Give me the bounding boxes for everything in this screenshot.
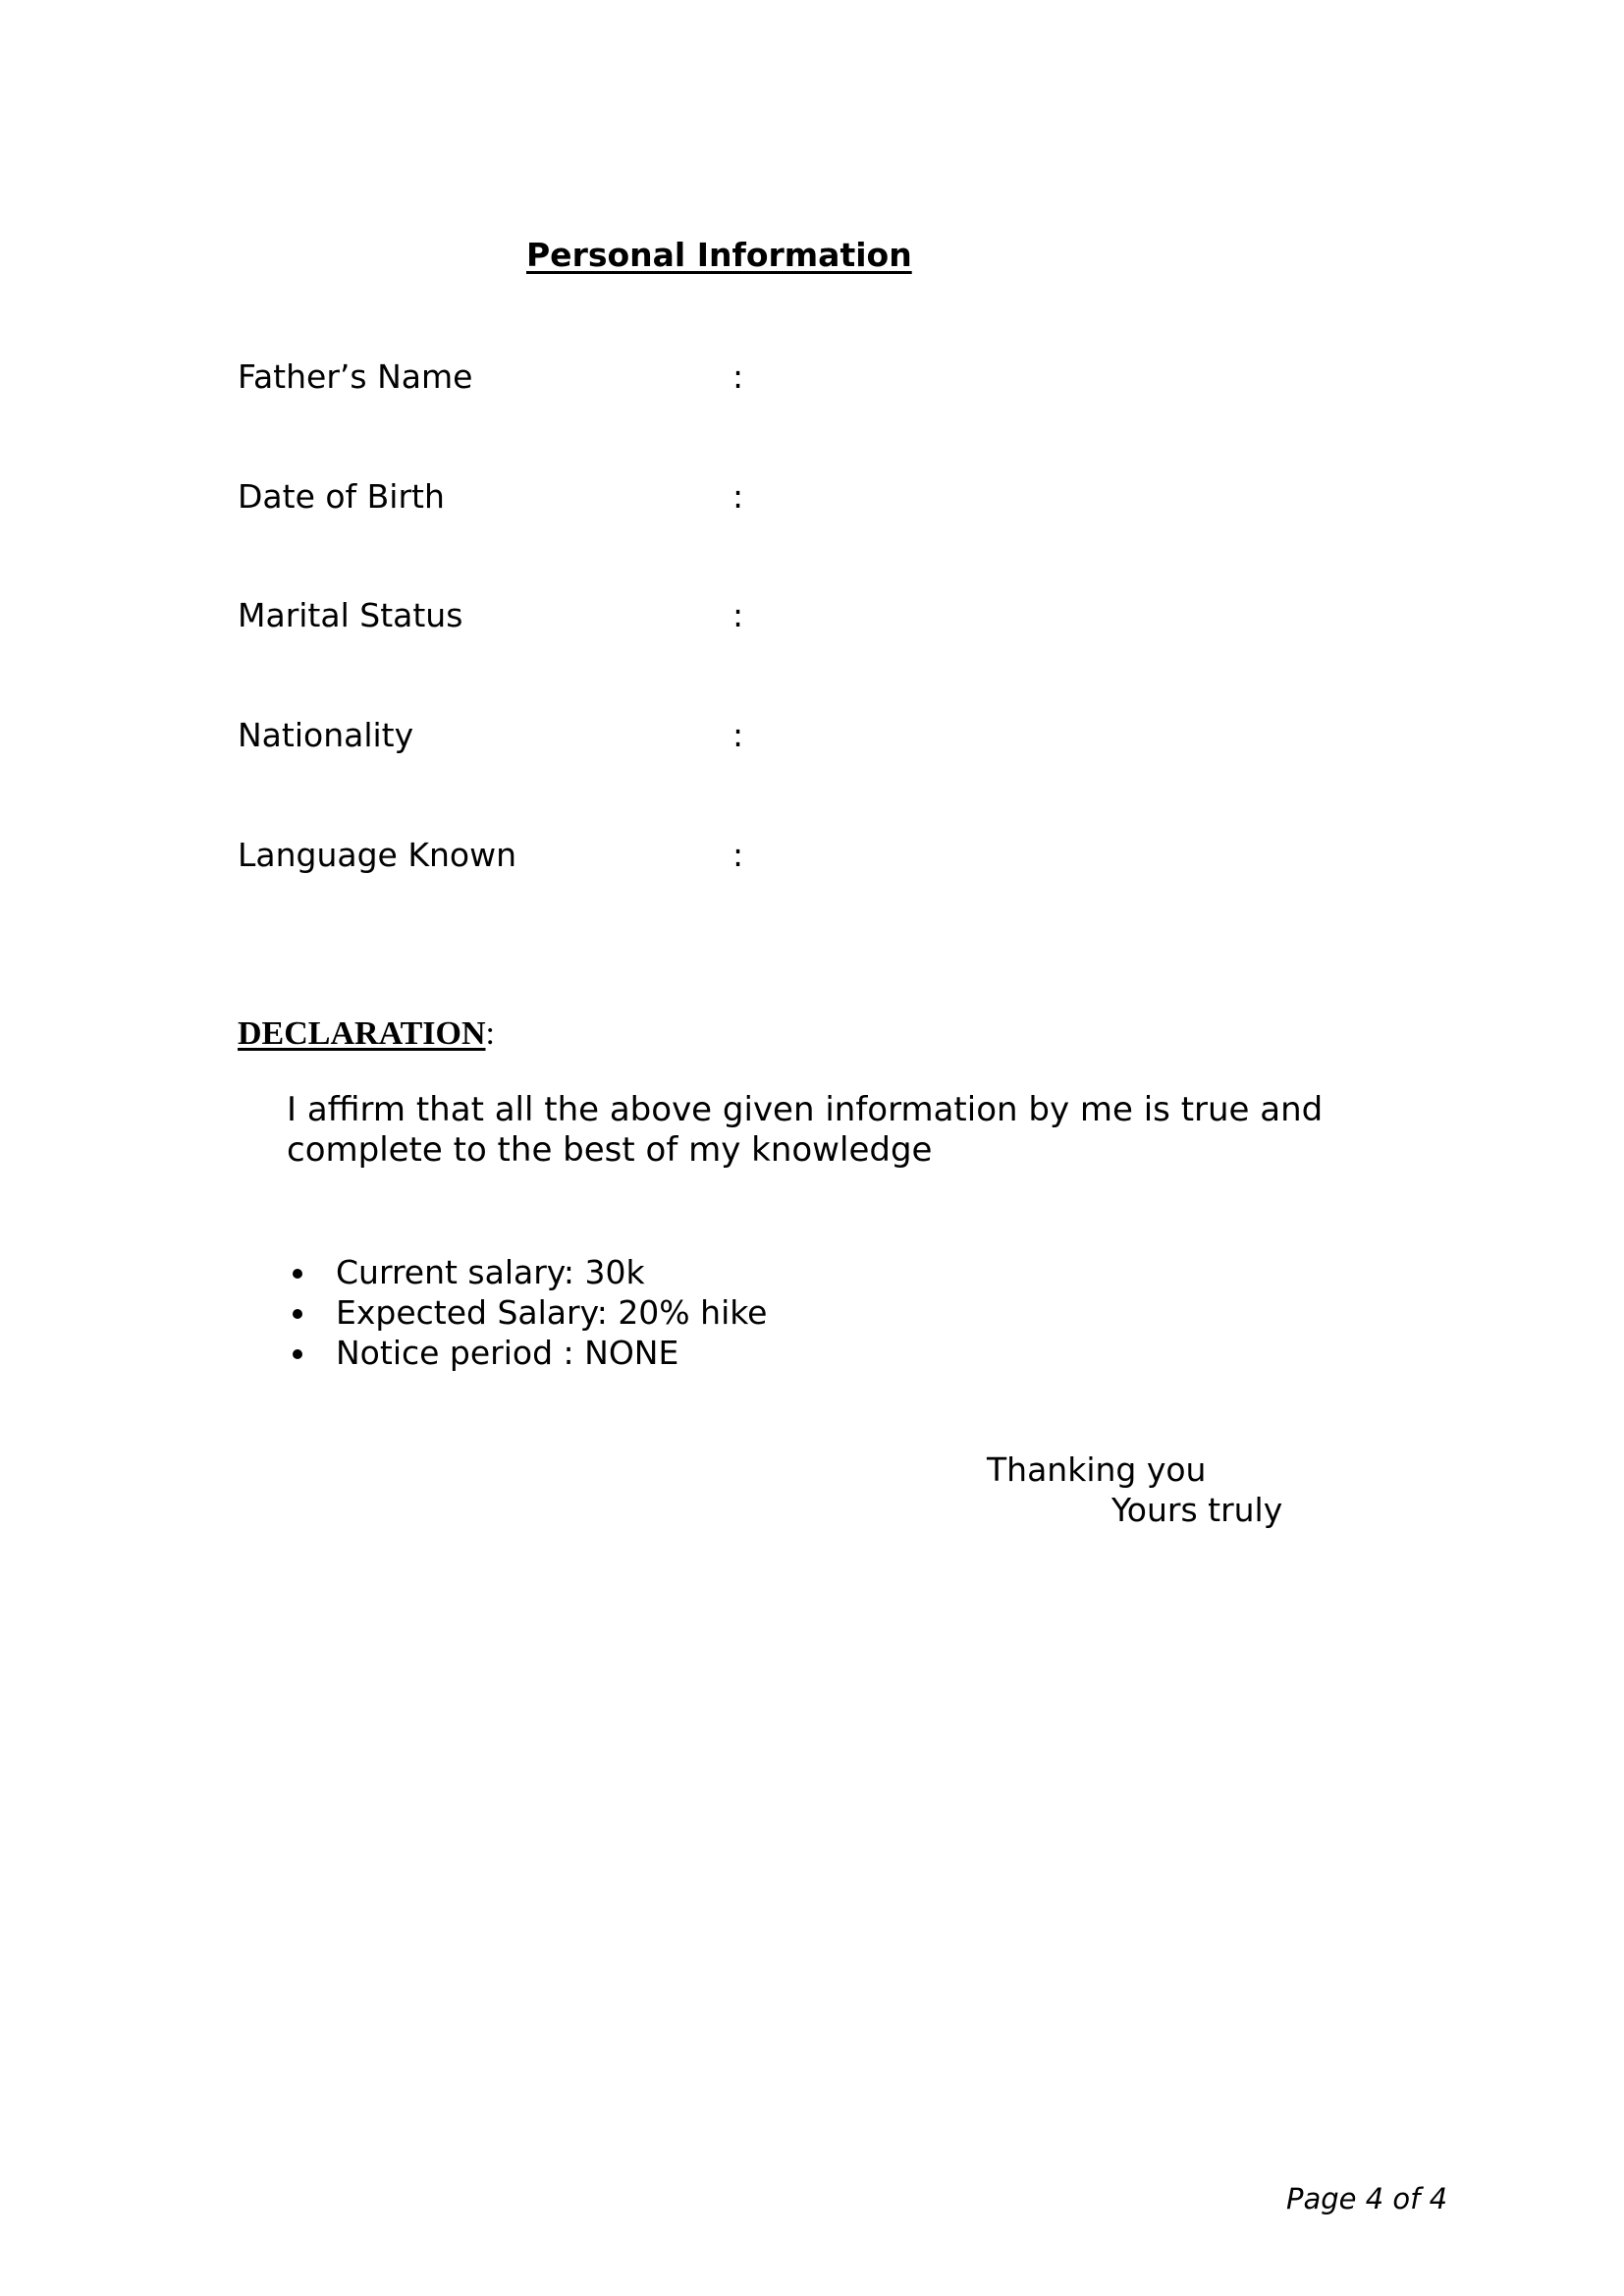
list-item [287, 1252, 767, 1292]
list-item [287, 1333, 767, 1373]
declaration-bullet-list [287, 1252, 767, 1373]
field-label: Marital Status [238, 596, 463, 634]
field-separator: : [732, 477, 744, 516]
list-item-text: Notice period : NONE [336, 1334, 679, 1372]
closing-thanking-you: Thanking you [987, 1450, 1207, 1489]
bullet-icon [293, 1269, 302, 1279]
field-date-of-birth [238, 477, 827, 526]
field-label: Nationality [238, 716, 414, 754]
field-marital-status [238, 596, 827, 645]
field-label: Father’s Name [238, 357, 473, 396]
field-separator: : [732, 596, 744, 634]
field-language-known [238, 836, 827, 885]
field-label: Date of Birth [238, 477, 445, 516]
list-item-text: Current salary: 30k [336, 1253, 645, 1291]
field-separator: : [732, 357, 744, 396]
closing-yours-truly: Yours truly [1111, 1491, 1283, 1529]
declaration-colon: : [485, 1015, 495, 1052]
declaration-heading [238, 1013, 495, 1053]
field-fathers-name [238, 357, 827, 407]
personal-information-title: Personal Information [526, 236, 912, 274]
field-label: Language Known [238, 836, 516, 874]
list-item-text: Expected Salary: 20% hike [336, 1293, 768, 1332]
page-number: Page 4 of 4 [1286, 2182, 1448, 2215]
bullet-icon [293, 1309, 302, 1319]
declaration-title: DECLARATION [238, 1015, 486, 1052]
bullet-icon [293, 1349, 302, 1359]
field-nationality [238, 716, 827, 765]
declaration-statement: I affirm that all the above given information by me is true and complete to the best of my knowledge [287, 1090, 1324, 1170]
list-item [287, 1292, 767, 1333]
field-separator: : [732, 716, 744, 754]
field-separator: : [732, 836, 744, 874]
